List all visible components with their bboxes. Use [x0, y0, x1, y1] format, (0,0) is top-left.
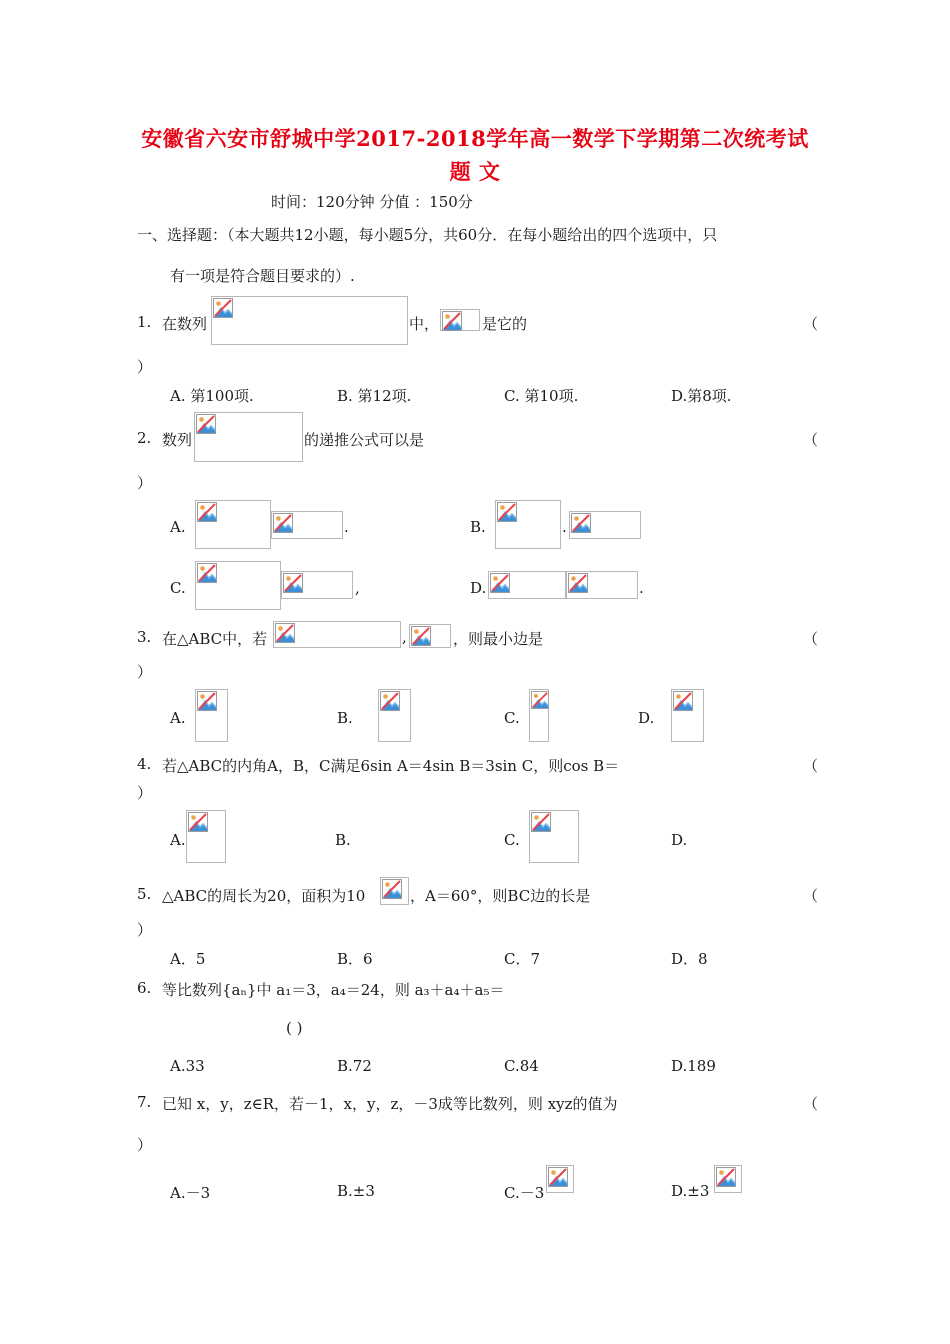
q7-option-a: A.－3	[170, 1184, 211, 1202]
q3-paren-open: （	[803, 630, 819, 648]
q1-text-c: 是它的	[482, 315, 528, 333]
broken-image-icon	[490, 573, 510, 593]
q5-sqrt-image	[380, 877, 409, 905]
q1-option-d: D.第8项.	[671, 387, 732, 405]
q7-option-b: B.±3	[337, 1182, 375, 1200]
q3-option-c-image	[529, 689, 549, 742]
broken-image-icon	[213, 298, 233, 318]
q5-text-a: △ABC的周长为20，面积为10	[162, 887, 366, 905]
q2-option-a-label: A.	[170, 518, 186, 536]
q4-option-c-image	[529, 810, 579, 863]
q4-paren-close: ）	[137, 784, 153, 802]
q3-option-c: C.	[504, 709, 520, 727]
q4-text: 若△ABC的内角A，B，C满足6sin A＝4sin B＝3sin C，则cos B＝	[162, 757, 620, 775]
q2-option-b-image2	[569, 511, 641, 539]
q3-option-a-image	[195, 689, 228, 742]
broken-image-icon	[531, 812, 551, 832]
q4-option-a-image	[186, 810, 226, 863]
q3-option-d-image	[671, 689, 704, 742]
q3-option-a: A.	[170, 709, 186, 727]
q1-term-image	[440, 309, 480, 331]
q2-option-d-image1	[488, 571, 566, 599]
q4-option-a: A.	[170, 831, 186, 849]
q3-option-d: D.	[638, 709, 655, 727]
q7-number: 7.	[137, 1093, 152, 1111]
broken-image-icon	[571, 513, 591, 533]
broken-image-icon	[197, 691, 217, 711]
q1-option-c: C. 第10项.	[504, 387, 579, 405]
q2-option-b-image1	[495, 500, 561, 549]
q3-condition-image1	[273, 621, 401, 648]
q2-option-d-label: D.	[470, 579, 487, 597]
q1-paren-open: （	[803, 315, 819, 333]
broken-image-icon	[380, 691, 400, 711]
q3-condition-image2	[409, 624, 451, 648]
q2-number: 2.	[137, 429, 152, 447]
document-title-line1: 安徽省六安市舒城中学2017-2018学年高一数学下学期第二次统考试	[141, 126, 809, 151]
q3-text-a: 在△ABC中，若	[162, 630, 268, 648]
q4-option-c: C.	[504, 831, 520, 849]
broken-image-icon	[188, 812, 208, 832]
q5-paren-open: （	[803, 887, 819, 905]
q6-paren: ( )	[286, 1019, 303, 1037]
broken-image-icon	[283, 573, 303, 593]
q7-option-c-image	[546, 1165, 574, 1193]
section-header-line2: 有一项是符合题目要求的）.	[170, 267, 355, 285]
broken-image-icon	[197, 563, 217, 583]
q2-option-a-image2	[271, 511, 343, 539]
broken-image-icon	[275, 623, 295, 643]
q2-option-b-dot: .	[562, 518, 567, 536]
broken-image-icon	[442, 311, 462, 331]
q6-text: 等比数列{aₙ}中 a₁＝3，a₄＝24，则 a₃＋a₄＋a₅＝	[162, 981, 505, 999]
q5-text-b: ，A＝60°，则BC边的长是	[410, 887, 591, 905]
broken-image-icon	[382, 879, 402, 899]
broken-image-icon	[273, 513, 293, 533]
q2-option-c-image1	[195, 561, 281, 610]
q5-option-a: A．5	[170, 950, 206, 968]
q2-text-b: 的递推公式可以是	[304, 431, 425, 449]
q2-option-c-label: C.	[170, 579, 186, 597]
q5-option-b: B．6	[337, 950, 373, 968]
q6-option-d: D.189	[671, 1057, 716, 1075]
q2-option-b-label: B.	[470, 518, 486, 536]
q4-number: 4.	[137, 755, 152, 773]
q4-paren-open: （	[803, 757, 819, 775]
broken-image-icon	[716, 1167, 736, 1187]
q2-option-d-image2	[566, 571, 638, 599]
q2-option-d-dot: .	[639, 579, 644, 597]
time-info: 时间：120分钟 分值 ：150分	[271, 193, 473, 211]
q7-option-d-image	[714, 1165, 742, 1193]
q2-option-a-dot: .	[344, 518, 349, 536]
q3-paren-close: ）	[137, 663, 153, 681]
broken-image-icon	[196, 414, 216, 434]
broken-image-icon	[497, 502, 517, 522]
q7-paren-close: ）	[137, 1136, 153, 1154]
broken-image-icon	[197, 502, 217, 522]
q5-option-d: D．8	[671, 950, 708, 968]
q2-option-c-comma: ,	[355, 579, 360, 597]
q1-option-b: B. 第12项.	[337, 387, 412, 405]
q2-option-a-image1	[195, 500, 271, 549]
q6-option-b: B.72	[337, 1057, 372, 1075]
q7-option-c: C.－3	[504, 1184, 545, 1202]
q6-number: 6.	[137, 979, 152, 997]
q2-text-a: 数列	[162, 431, 193, 449]
q3-option-b-image	[378, 689, 411, 742]
q1-text-a: 在数列	[162, 315, 208, 333]
section-header-line1: 一、选择题：（本大题共12小题，每小题5分，共60分．在每小题给出的四个选项中，只	[137, 226, 718, 244]
q5-option-c: C．7	[504, 950, 541, 968]
q1-formula-image	[211, 296, 408, 345]
q3-number: 3.	[137, 628, 152, 646]
q6-option-c: C.84	[504, 1057, 539, 1075]
q7-text: 已知 x，y，z∈R，若－1，x，y，z，－3成等比数列，则 xyz的值为	[162, 1095, 618, 1113]
q4-option-b: B.	[335, 831, 351, 849]
q4-option-d: D.	[671, 831, 688, 849]
q5-paren-close: ）	[137, 921, 153, 939]
q2-sequence-image	[194, 412, 303, 462]
q1-number: 1.	[137, 313, 152, 331]
q3-option-b: B.	[337, 709, 353, 727]
broken-image-icon	[411, 626, 431, 646]
broken-image-icon	[568, 573, 588, 593]
q1-paren-close: ）	[137, 358, 153, 376]
q2-paren-close: ）	[137, 474, 153, 492]
q3-text-c: ，则最小边是	[453, 630, 544, 648]
q1-option-a: A. 第100项.	[170, 387, 254, 405]
q2-option-c-image2	[281, 571, 353, 599]
q2-paren-open: （	[803, 431, 819, 449]
q6-option-a: A.33	[170, 1057, 205, 1075]
q1-text-b: 中，	[409, 315, 440, 333]
document-title-line2: 题 文	[449, 159, 501, 184]
broken-image-icon	[531, 691, 549, 709]
q3-text-b: ,	[402, 628, 407, 646]
q7-option-d: D.±3	[671, 1182, 710, 1200]
broken-image-icon	[548, 1167, 568, 1187]
q7-paren-open: （	[803, 1095, 819, 1113]
broken-image-icon	[673, 691, 693, 711]
q5-number: 5.	[137, 885, 152, 903]
